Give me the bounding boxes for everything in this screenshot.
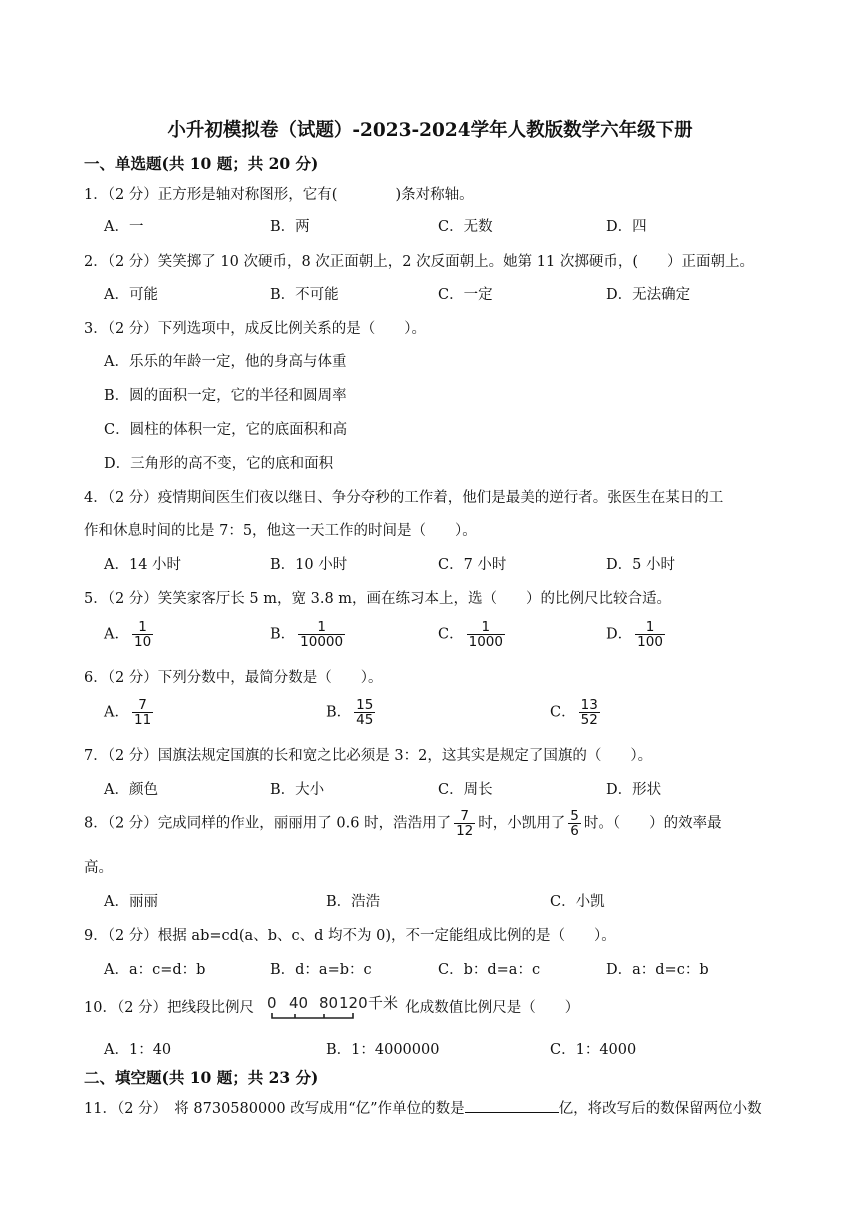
q7-option-c[interactable]: C．周长 bbox=[438, 782, 493, 798]
fraction-denominator: 6 bbox=[570, 823, 579, 840]
q10-option-a[interactable]: A．1：40 bbox=[104, 1042, 172, 1058]
q1-option-d[interactable]: D．四 bbox=[606, 219, 647, 235]
fraction-numerator: 1 bbox=[138, 619, 147, 635]
fraction-denominator: 12 bbox=[456, 823, 474, 840]
question-8-stem-line2: 高。 bbox=[84, 860, 113, 876]
fraction-denominator: 45 bbox=[356, 712, 374, 729]
q6-option-c[interactable] bbox=[550, 698, 603, 727]
q9-option-b[interactable]: B．d：a=b：c bbox=[270, 962, 372, 978]
q7-option-d[interactable]: D．形状 bbox=[606, 782, 662, 798]
q9-option-d[interactable]: D．a：d=c：b bbox=[606, 962, 709, 978]
q10-option-b[interactable]: B．1：4000000 bbox=[326, 1042, 440, 1058]
option-letter: C． bbox=[550, 704, 576, 721]
q6-option-b[interactable] bbox=[326, 698, 378, 727]
q3-option-b[interactable]: B．圆的面积一定，它的半径和圆周率 bbox=[104, 388, 347, 404]
question-7-stem: 7．（2 分）国旗法规定国旗的长和宽之比必须是 3：2，这其实是规定了国旗的（ ）。 bbox=[84, 748, 653, 764]
fraction-numerator: 13 bbox=[580, 697, 598, 713]
q6-option-a[interactable] bbox=[104, 698, 156, 727]
fraction-numerator: 7 bbox=[138, 697, 147, 713]
question-5-stem: 5．（2 分）笑笑家客厅长 5 m，宽 3.8 m，画在练习本上，选（ ）的比例尺比较合适。 bbox=[84, 591, 672, 607]
q9-option-a[interactable]: A．a：c=d：b bbox=[104, 962, 206, 978]
q4-option-b[interactable]: B．10 小时 bbox=[270, 557, 348, 573]
fraction-numerator: 7 bbox=[460, 808, 469, 824]
option-letter: A． bbox=[104, 704, 129, 721]
page-title: 小升初模拟卷（试题）-2023-2024学年人教版数学六年级下册 bbox=[167, 120, 693, 141]
fraction-numerator: 1 bbox=[645, 619, 655, 635]
option-letter: D． bbox=[606, 626, 633, 643]
fraction-numerator: 5 bbox=[570, 808, 579, 824]
scale-label-120: 120 bbox=[338, 994, 368, 1012]
answer-blank[interactable] bbox=[465, 1097, 559, 1113]
q11-stem-part-a: 11．（2 分） 将 8730580000 改写成用“亿”作单位的数是 bbox=[84, 1101, 465, 1117]
fraction bbox=[467, 620, 505, 649]
q2-option-a[interactable]: A．可能 bbox=[104, 287, 158, 303]
option-letter: B． bbox=[270, 626, 296, 643]
fraction bbox=[635, 620, 665, 649]
q8-option-a[interactable]: A．丽丽 bbox=[104, 894, 158, 910]
q5-option-b[interactable] bbox=[270, 620, 348, 649]
fraction bbox=[568, 809, 581, 838]
question-8-stem bbox=[84, 809, 722, 838]
fraction bbox=[579, 698, 600, 727]
scale-unit-label: 千米 bbox=[367, 994, 398, 1012]
fraction-numerator: 1 bbox=[317, 619, 326, 635]
q1-option-c[interactable]: C．无数 bbox=[438, 219, 493, 235]
question-11-stem bbox=[84, 1097, 762, 1118]
scale-label-40: 40 bbox=[288, 994, 308, 1012]
q8-stem-part-a: 8．（2 分）完成同样的作业，丽丽用了 0.6 时，浩浩用了 bbox=[84, 815, 452, 832]
q8-stem-part-b: 时，小凯用了 bbox=[478, 815, 566, 832]
q10-stem-part-b: 化成数值比例尺是（ ） bbox=[405, 1000, 580, 1016]
q8-stem-part-c: 时。（ ）的效率最 bbox=[583, 815, 722, 832]
question-9-stem: 9．（2 分）根据 ab=cd(a、b、c、d 均不为 0)，不一定能组成比例的是（ ）。 bbox=[84, 928, 616, 944]
question-4-stem-line2: 作和休息时间的比是 7：5，他这一天工作的时间是（ ）。 bbox=[84, 523, 477, 539]
fraction bbox=[298, 620, 345, 649]
q5-option-d[interactable] bbox=[606, 620, 668, 649]
q5-option-c[interactable] bbox=[438, 620, 508, 649]
fraction-denominator: 1000 bbox=[468, 634, 503, 651]
q4-option-d[interactable]: D．5 小时 bbox=[606, 557, 675, 573]
q8-option-c[interactable]: C．小凯 bbox=[550, 894, 605, 910]
fraction bbox=[454, 809, 475, 838]
option-letter: B． bbox=[326, 704, 352, 721]
q7-option-a[interactable]: A．颜色 bbox=[104, 782, 158, 798]
q11-stem-part-b: 亿，将改写后的数保留两位小数 bbox=[558, 1101, 762, 1117]
question-4-stem-line1: 4．（2 分）疫情期间医生们夜以继日、争分夺秒的工作着，他们是最美的逆行者。张医生在某日的工 bbox=[84, 490, 724, 506]
section-heading-fill-blank: 二、填空题(共 10 题；共 23 分) bbox=[84, 1068, 319, 1087]
q9-option-c[interactable]: C．b：d=a：c bbox=[438, 962, 541, 978]
q1-option-b[interactable]: B．两 bbox=[270, 219, 310, 235]
question-3-stem: 3．（2 分）下列选项中，成反比例关系的是（ ）。 bbox=[84, 321, 427, 337]
q2-option-d[interactable]: D．无法确定 bbox=[606, 287, 691, 303]
section-heading-single-choice: 一、单选题(共 10 题；共 20 分) bbox=[84, 154, 319, 173]
q1-option-a[interactable]: A．一 bbox=[104, 219, 144, 235]
q3-option-c[interactable]: C．圆柱的体积一定，它的底面积和高 bbox=[104, 422, 348, 438]
question-1-stem: 1．（2 分）正方形是轴对称图形，它有( )条对称轴。 bbox=[84, 187, 474, 203]
fraction-denominator: 11 bbox=[133, 712, 152, 729]
option-letter: A． bbox=[104, 626, 129, 643]
fraction-numerator: 15 bbox=[356, 697, 374, 713]
q3-option-a[interactable]: A．乐乐的年龄一定，他的身高与体重 bbox=[104, 354, 347, 370]
q10-stem-part-a: 10．（2 分）把线段比例尺 bbox=[84, 1000, 255, 1016]
fraction-denominator: 100 bbox=[637, 634, 663, 651]
fraction bbox=[132, 620, 153, 649]
fraction bbox=[354, 698, 375, 727]
fraction bbox=[132, 698, 153, 727]
question-10-stem bbox=[84, 993, 579, 1023]
option-letter: C． bbox=[438, 626, 464, 643]
q10-option-c[interactable]: C．1：4000 bbox=[550, 1042, 637, 1058]
q8-option-b[interactable]: B．浩浩 bbox=[326, 894, 381, 910]
question-6-stem: 6．（2 分）下列分数中，最简分数是（ ）。 bbox=[84, 670, 383, 686]
q5-option-a[interactable] bbox=[104, 620, 156, 649]
fraction-numerator: 1 bbox=[481, 619, 491, 635]
q2-option-c[interactable]: C．一定 bbox=[438, 287, 493, 303]
scale-label-80: 80 bbox=[318, 994, 338, 1012]
fraction-denominator: 52 bbox=[580, 712, 598, 729]
q4-option-c[interactable]: C．7 小时 bbox=[438, 557, 507, 573]
question-2-stem: 2．（2 分）笑笑掷了 10 次硬币，8 次正面朝上，2 次反面朝上。她第 11 次掷硬币，( ）正面朝上。 bbox=[84, 254, 754, 270]
fraction-denominator: 10 bbox=[133, 634, 152, 651]
q4-option-a[interactable]: A．14 小时 bbox=[104, 557, 182, 573]
q3-option-d[interactable]: D．三角形的高不变，它的底和面积 bbox=[104, 456, 334, 472]
scale-bar-line bbox=[272, 1013, 353, 1018]
q7-option-b[interactable]: B．大小 bbox=[270, 782, 325, 798]
scale-label-0: 0 bbox=[266, 994, 277, 1012]
fraction-denominator: 10000 bbox=[300, 634, 344, 651]
line-segment-scale-image bbox=[265, 993, 398, 1023]
q2-option-b[interactable]: B．不可能 bbox=[270, 287, 339, 303]
